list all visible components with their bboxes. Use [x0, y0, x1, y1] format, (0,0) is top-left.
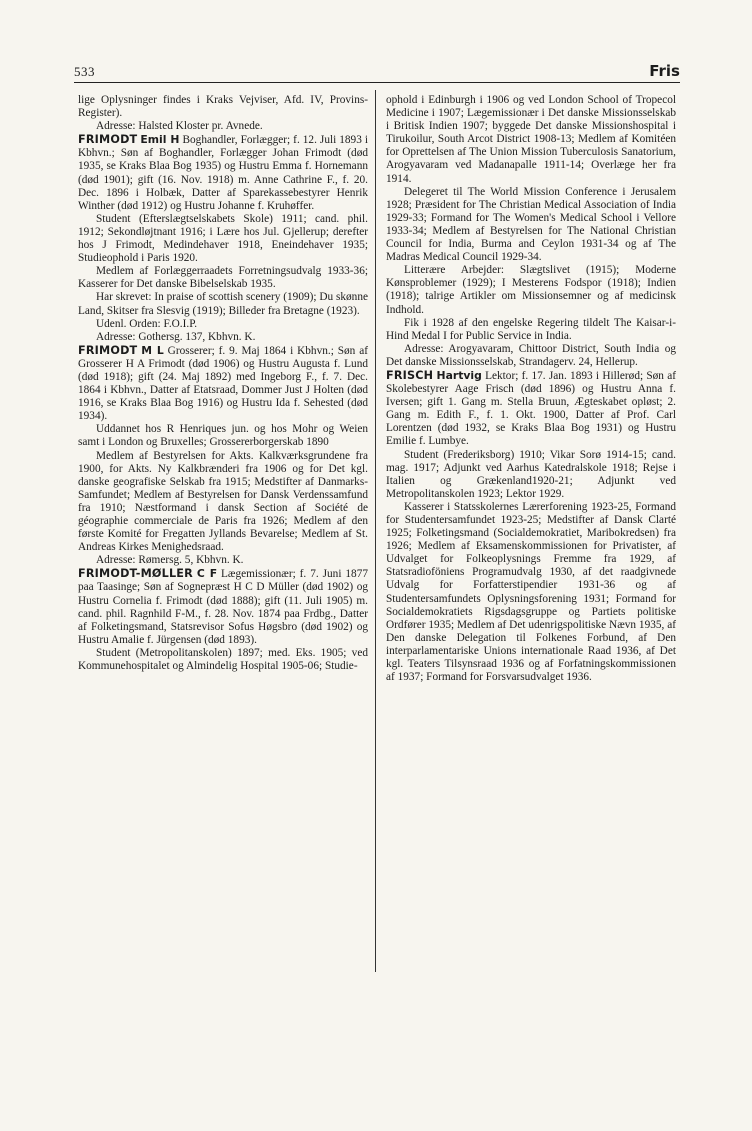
entry-paragraph: Uddannet hos R Henriques jun. og hos Mohr og Weien samt i London og Bruxelles; Grossererborgerskab 1890 [78, 423, 368, 449]
column-divider [375, 90, 376, 972]
directory-entry [78, 344, 368, 424]
entry-text: Boghandler, Forlægger; f. 12. Juli 1893 i Kbhvn.; Søn af Boghandler, Forlægger Johan Frimodt (død 1935, se Kraks Blaa Bog 1935) og Hustru Emma f. Hornemann (død 1901); gift (16. Nov. 1918) m. Anne Cathrine F., f. 20. Dec. 1896 i Holbæk, Datter af Sparekassebestyrer Henrik Winther (død 1912) og Hustru Johanne f. Kruhøffer. [78, 134, 369, 212]
entry-paragraph: Student (Efterslægtselskabets Skole) 1911; cand. phil. 1912; Sekondløjtnant 1916; i Lære hos Jul. Gjellerup; derefter hos J Frimodt, Medindehaver 1918, Eneindehaver 1935; Studieophold i Paris 1920. [78, 212, 368, 265]
entry-text: Lektor; f. 17. Jan. 1893 i Hillerød; Søn af Skolebestyrer Aage Frisch (død 1896) og Hustru Anna f. Iversen; gift 1. Gang m. Stella Bruun, Ægteskabet opløst; 2. Gang m. Edith F., f. 1. Okt. 1900, Datter af Prof. Carl Lorentzen (død 1932, se Kraks Blaa Bog 1931) og Hustru Emilie f. Lumbye. [386, 369, 677, 448]
directory-entry [386, 369, 676, 449]
entry-paragraph: ophold i Edinburgh i 1906 og ved London School of Tropecol Medicine i 1907; Lægemissionær i Det danske Missionsselskab i Britisk Indien 1907; byggede Det danske Missionshospital i Tirukoilur, South Arcot District 1908-13; Medlem af Komitéen for Oprettelsen af The Union Mission Tuberculosis Sanatorium, Arogyavaram ved Madanapalle 1911-14; Overlæge her fra 1914. [386, 94, 676, 185]
entry-paragraph: Udenl. Orden: F.O.I.P. [96, 317, 198, 330]
entry-paragraph: Adresse: Rømersg. 5, Kbhvn. K. [96, 554, 244, 567]
entry-paragraph: Medlem af Forlæggerraadets Forretningsudvalg 1933-36; Kasserer for Det danske Bibelselskab 1935. [78, 265, 368, 291]
entry-surname: FRISCH [386, 368, 434, 382]
directory-entry [78, 133, 368, 213]
entry-paragraph: Har skrevet: In praise of scottish scenery (1909); Du skønne Land, Skitser fra Slesvig (1919); Billeder fra Bretagne (1923). [78, 291, 368, 317]
entry-paragraph: Student (Metropolitanskolen) 1897; med. Eks. 1905; ved Kommunehospitalet og Almindelig Hospital 1905-06; Studie- [78, 646, 368, 673]
running-head: Fris [649, 62, 680, 80]
entry-paragraph: Student (Frederiksborg) 1910; Vikar Sorø 1914-15; cand. mag. 1917; Adjunkt ved Aarhus Katedralskole 1918; Rejse i Italien og Grækenland1920-21; Adjunkt ved Metropolitanskolen 1923; Lektor 1929. [386, 448, 676, 500]
entry-surname: FRIMODT-MØLLER [78, 567, 193, 581]
entry-paragraph: Adresse: Arogyavaram, Chittoor District, South India og Det danske Missionsselskab, Strandagerv. 24, Hellerup. [386, 342, 676, 368]
entry-paragraph: Kasserer i Statsskolernes Lærerforening 1923-25, Formand for Studentersamfundet 1923-25; Medstifter af Dansk Clarté 1925; Folketingsmand (Socialdemokratiet, Maribokredsen) fra 1926; Medlem af Eksamenskommissionen for Privatister, af Udvalget for Folkeoplysnings Fremme fra 1929, af Statsradioföniens Programudvalg 1930, af det raadgivnede Udvalg for Forfatterstipendier 1931-36 og af Studentersamfundets Oplysningsforening 1931; Formand for Socialdemokratiets Rigsdagsgruppe og Partiets politiske Ordfører 1935; Medlem af Det udenrigspolitiske Nævn 1935, af Den danske Delegation til Folkenes Forbund, af Den interparlamentariske Unions internationale Raad 1936, af Det kgl. Teaters Tilsynsraad 1936 og af Forfatningskommissionen af 1937; Formand for Forsvarsudvalget 1936. [386, 500, 676, 684]
page-number: 533 [74, 64, 95, 79]
entry-paragraph: lige Oplysninger findes i Kraks Vejviser, Afd. IV, Provins-Register). [78, 94, 368, 120]
left-column [78, 94, 368, 673]
entry-given-name: M L [141, 343, 164, 357]
entry-paragraph: Delegeret til The World Mission Conference i Jerusalem 1928; Præsident for The Christian Medical Association of India 1929-33; Formand for The Women's Medical School i Vellore 1933-34; Medlem af Bestyrelsen for The National Christian Council for India, Burma and Ceylon 1931-34 og af The Madras Medical Council 1929-34. [386, 185, 676, 264]
entry-given-name: C F [196, 567, 218, 581]
right-column [386, 94, 676, 684]
entry-paragraph: Fik i 1928 af den engelske Regering tildelt The Kaisar-i-Hind Medal I for Public Service in India. [386, 316, 676, 342]
entry-paragraph: Adresse: Gothersg. 137, Kbhvn. K. [96, 330, 256, 343]
header-rule [74, 82, 680, 83]
page-header [74, 58, 680, 84]
entry-surname: FRIMODT [78, 343, 138, 357]
entry-paragraph: Litterære Arbejder: Slægtslivet (1915); Moderne Kønsproblemer (1929); I Mesterens Fodspor (1918); Indien (1918); talrige Artikler om Missionsemner og af medicinsk Indhold. [386, 264, 676, 316]
entry-paragraph: Adresse: Halsted Kloster pr. Avnede. [96, 120, 263, 133]
entry-paragraph: Medlem af Bestyrelsen for Akts. Kalkværksgrundene fra 1900, for Akts. Ny Kalkbrænderi fra 1906 og for Det kgl. danske geografiske Selskab fra 1915; Medstifter af Danmarks-Samfundet; Medlem af Bestyrelsen for Dansk Verdenssamfund fra 1910; Næstformand i dansk Section af Société de géographie commerciale de Paris fra 1926; Medlem af den første Komité for Fregatten Jyllands Bevarelse; Medlem af St. Andreas Kirkes Menighedsraad. [78, 449, 368, 554]
directory-entry [78, 567, 368, 647]
entry-surname: FRIMODT [78, 133, 138, 147]
entry-given-name: Hartvig [436, 368, 482, 382]
entry-text: Grosserer; f. 9. Maj 1864 i Kbhvn.; Søn af Grosserer H A Frimodt (død 1906) og Hustru Augusta f. Lund (død 1918); gift (24. Maj 1892) med Ingeborg F., f. 7. Dec. 1864 i Kbhvn., Datter af Etatsraad, Dommer Just J Holten (død 1916, se Kraks Blaa Bog 1916) og Hustru Ida f. Sehested (død 1934). [78, 344, 368, 423]
entry-given-name: Emil H [140, 133, 180, 147]
entry-text: Lægemissionær; f. 7. Juni 1877 paa Taasinge; Søn af Sognepræst H C D Müller (død 1902) og Hustru Cornelia f. Frimodt (død 1888); gift (11. Juli 1905) m. cand. phil. Ragnhild F-M., f. 28. Nov. 1874 paa Frdbg., Datter af Folketingsmand, Statsrevisor Sofus Høgsbro (død 1902) og Hustru Amalie f. Jürgensen (død 1893). [78, 568, 368, 646]
